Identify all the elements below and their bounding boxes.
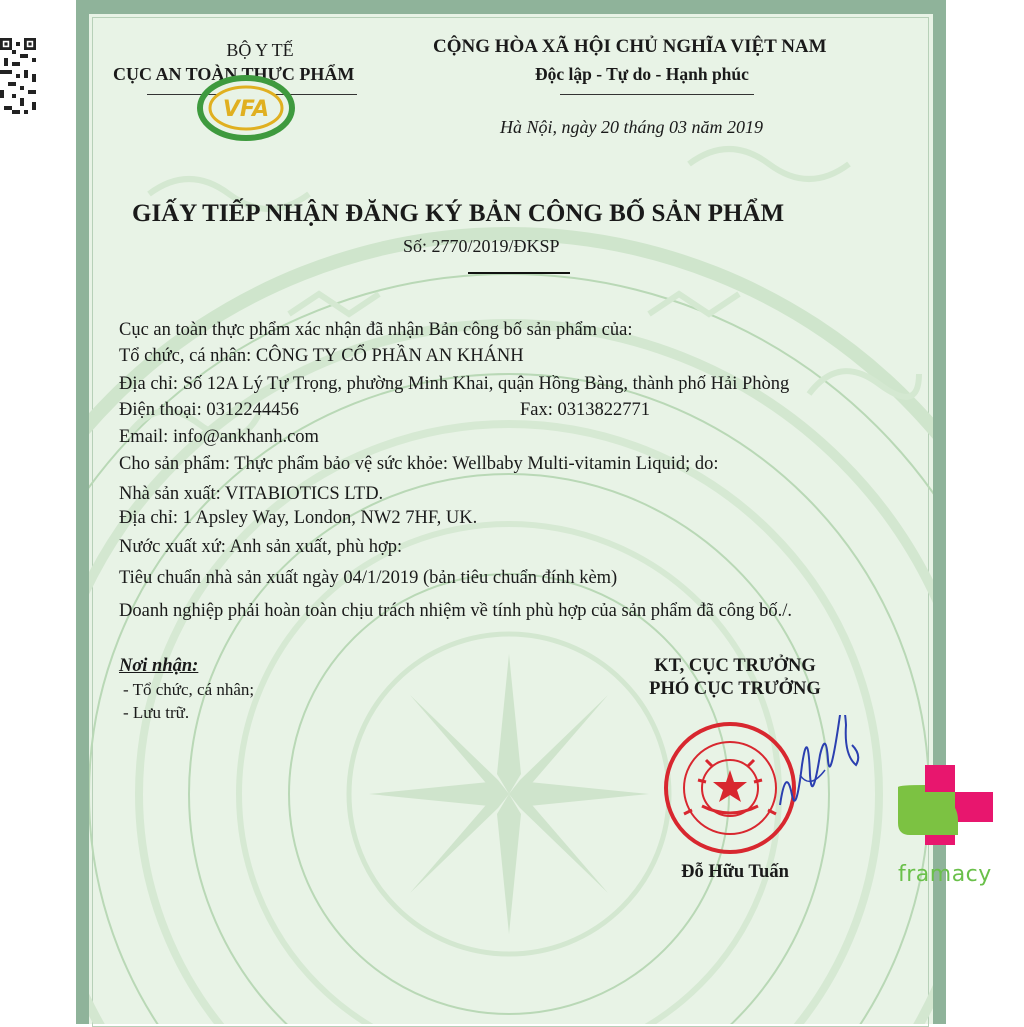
signature-image <box>770 715 860 825</box>
frame-border-top <box>76 0 946 14</box>
document-number: Số: 2770/2019/ĐKSP <box>403 236 560 256</box>
manufacturer-address-line: Địa chỉ: 1 Apsley Way, London, NW2 7HF, UK. <box>119 508 478 528</box>
recipient-item: - Tổ chức, cá nhân; <box>123 680 255 699</box>
vfa-logo <box>197 75 295 141</box>
signer-title: KT, CỤC TRƯỞNG <box>654 656 816 676</box>
standard-line: Tiêu chuẩn nhà sản xuất ngày 04/1/2019 (bản tiêu chuẩn đính kèm) <box>119 568 618 588</box>
product-line: Cho sản phẩm: Thực phẩm bảo vệ sức khỏe: Wellbaby Multi-vitamin Liquid; do: <box>119 454 719 474</box>
republic-name: CỘNG HÒA XÃ HỘI CHỦ NGHĨA VIỆT NAM <box>433 36 827 57</box>
origin-line: Nước xuất xứ: Anh sản xuất, phù hợp: <box>119 537 403 557</box>
intro-line: Cục an toàn thực phẩm xác nhận đã nhận Bản công bố sản phẩm của: <box>119 320 633 340</box>
national-motto: Độc lập - Tự do - Hạnh phúc <box>535 64 749 84</box>
recipients-heading: Nơi nhận: <box>119 656 199 676</box>
framacy-brand-text: framacy <box>898 862 992 887</box>
email-line: Email: info@ankhanh.com <box>119 427 319 447</box>
frame-border-left <box>76 0 89 1024</box>
organization-line: Tổ chức, cá nhân: CÔNG TY CỔ PHẦN AN KHÁNH <box>119 346 524 366</box>
phone-line: Điện thoại: 0312244456 <box>119 400 299 420</box>
recipient-item: - Lưu trữ. <box>123 703 190 722</box>
framacy-logo-icon <box>898 765 998 845</box>
header-right-underline <box>560 94 754 95</box>
document-title: GIẤY TIẾP NHẬN ĐĂNG KÝ BẢN CÔNG BỐ SẢN PHẨM <box>132 200 785 227</box>
ministry-name: BỘ Y TẾ <box>226 40 294 60</box>
responsibility-line: Doanh nghiệp phải hoàn toàn chịu trách nhiệm về tính phù hợp của sản phẩm đã công bố./. <box>119 601 793 621</box>
vfa-logo-text: VFA <box>222 97 270 122</box>
issue-date: Hà Nội, ngày 20 tháng 03 năm 2019 <box>500 117 763 137</box>
signer-name: Đỗ Hữu Tuấn <box>681 862 789 882</box>
title-underline <box>468 272 570 274</box>
qr-code-image <box>0 38 40 118</box>
address-line: Địa chỉ: Số 12A Lý Tự Trọng, phường Minh Khai, quận Hồng Bàng, thành phố Hải Phòng <box>119 374 790 394</box>
agency-name: CỤC AN TOÀN THỰC PHẨM <box>113 64 355 84</box>
manufacturer-line: Nhà sản xuất: VITABIOTICS LTD. <box>119 484 384 504</box>
fax-line: Fax: 0313822771 <box>520 400 651 420</box>
signer-position: PHÓ CỤC TRƯỞNG <box>649 679 821 699</box>
